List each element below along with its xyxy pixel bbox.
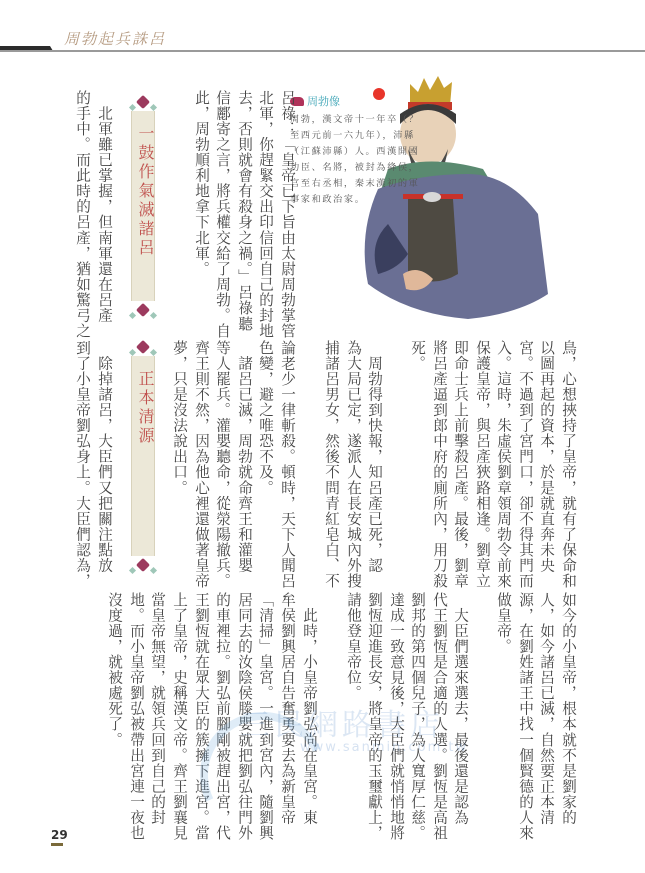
section-heading-text: 正本清源 — [136, 370, 155, 446]
text-column: 當皇帝無望，就領兵回到自己的封 — [149, 592, 166, 826]
text-column: 論老少一律斬殺。頓時，天下人聞呂 — [279, 340, 296, 589]
text-column: 的手中。而此時的呂產，猶如驚弓之 — [74, 90, 91, 339]
text-column: 劉恆迎進長安，將皇帝的玉璽獻上， — [366, 592, 383, 841]
text-column: 到了小皇帝劉弘身上。大臣們認為， — [74, 340, 91, 589]
flower-ornament-icon — [136, 303, 150, 317]
text-column: 上了皇帝，史稱漢文帝。齊王劉襄見 — [171, 592, 188, 841]
portrait-caption — [290, 93, 430, 208]
text-column: 周勃得到快報，知呂產已死，認 — [366, 340, 383, 574]
text-column: 請他登皇帝位。 — [345, 592, 362, 701]
text-column: 夢，只是沒法說出口。 — [171, 340, 188, 496]
text-column: 入。這時，朱虛侯劉章領周勃令前來 — [495, 340, 512, 589]
text-column: 信酈寄之言，將兵權交給了周勃。自 — [214, 90, 231, 339]
text-column: 如今的小皇帝，根本就不是劉家的 — [560, 592, 577, 826]
text-column: 以圖再起的資本，於是就直奔未央 — [538, 340, 555, 574]
text-column: 劉邦的第四個兒子，為人寬厚仁慈。 — [409, 592, 426, 841]
running-head-title: 周勃起兵誅呂 — [64, 30, 167, 48]
page-number: 29 — [51, 828, 68, 842]
text-column: 此時，小皇帝劉弘尚在皇宮。東 — [301, 592, 318, 826]
text-column: 等人罷兵。灌嬰聽命，從滎陽撤兵。 — [214, 340, 231, 589]
flower-ornament-icon — [136, 340, 150, 354]
text-column: 人，如今諸呂已滅，自然要正本清 — [538, 592, 555, 826]
running-head — [0, 30, 645, 60]
text-column: 色變，避之唯恐不及。 — [257, 340, 274, 496]
text-column: 代王劉恆是合適的人選。劉恆是高祖 — [431, 592, 448, 841]
text-column: 即命士兵上前擊殺呂產。最後，劉章 — [452, 340, 469, 589]
section-heading-text: 一鼓作氣滅諸呂 — [136, 125, 155, 258]
text-column: 鳥，心想挾持了皇帝，就有了保命和 — [560, 340, 577, 589]
text-column: 源，在劉姓諸王中找一個賢德的人來 — [517, 592, 534, 841]
text-column: 北軍雖已掌握，但南軍還在呂產 — [96, 90, 113, 324]
page-number-bar — [51, 843, 63, 846]
text-column: 捕諸呂男女，然後不問青紅皂白、不 — [323, 340, 340, 589]
text-column: 「清掃」皇宮。一進到宮內，隨劉興 — [257, 592, 274, 841]
text-column: 達成一致意見後，大臣們就悄悄地將 — [388, 592, 405, 841]
caption-title: 周勃像 — [307, 95, 340, 108]
text-column: 諸呂已滅，周勃就命齊王和灌嬰 — [236, 340, 253, 574]
text-column: 死。 — [409, 340, 426, 372]
watermark-url: www.sanmin.com.tw — [300, 740, 469, 755]
text-column: 宮。不過到了宮門口，卻不得其門而 — [517, 340, 534, 589]
section-heading-1 — [131, 111, 155, 301]
text-column: 北軍，你趕緊交出印信回自己的封地 — [257, 90, 274, 339]
caption-body: 周勃，漢文帝十一年卒（？至西元前一六九年），沛縣（江蘇沛縣）人。西漢開國功臣、名將，被封為絳侯，官至右丞相，秦末漢初的軍事家和政治家。 — [290, 114, 420, 205]
text-column: 大臣們選來選去，最後還是認為 — [452, 592, 469, 826]
text-column: 沒度過，就被處死了。 — [106, 592, 123, 748]
text-column: 居同去的汝陰侯滕嬰就把劉弘往門外 — [236, 592, 253, 841]
running-head-rule — [0, 50, 645, 52]
caption-title-row — [290, 93, 430, 109]
flower-ornament-icon — [136, 95, 150, 109]
text-column: 的車裡拉。劉弘前腳剛被趕出宮，代 — [214, 592, 231, 841]
text-column: 王劉恆就在眾大臣的簇擁下進宮。當 — [193, 592, 210, 841]
text-column: 做皇帝。 — [495, 592, 512, 655]
text-column: 除掉諸呂，大臣們又把關注點放 — [96, 340, 113, 574]
text-column: 將呂產逼到郎中府的廁所內，用刀殺 — [431, 340, 448, 589]
text-column: 呂祿：「皇帝已下旨由太尉周勃掌管 — [279, 90, 296, 339]
text-column: 地。而小皇帝劉弘被帶出宮連一夜也 — [128, 592, 145, 841]
text-column: 去，否則就會有殺身之禍。」呂祿聽 — [236, 90, 253, 332]
text-column: 保護皇帝，與呂產狹路相逢。劉章立 — [474, 340, 491, 589]
text-column: 牟侯劉興居自告奮勇要去為新皇帝 — [279, 592, 296, 826]
text-column: 此，周勃順利地拿下北軍。 — [193, 90, 210, 277]
text-column: 為大局已定，遂派人在長安城內外搜 — [345, 340, 362, 589]
flower-ornament-icon — [136, 558, 150, 572]
text-column: 齊王則不然，因為他心裡還做著皇帝 — [193, 340, 210, 589]
section-heading-2 — [131, 356, 155, 556]
watermark-text: 三民網路書店 — [240, 708, 444, 743]
